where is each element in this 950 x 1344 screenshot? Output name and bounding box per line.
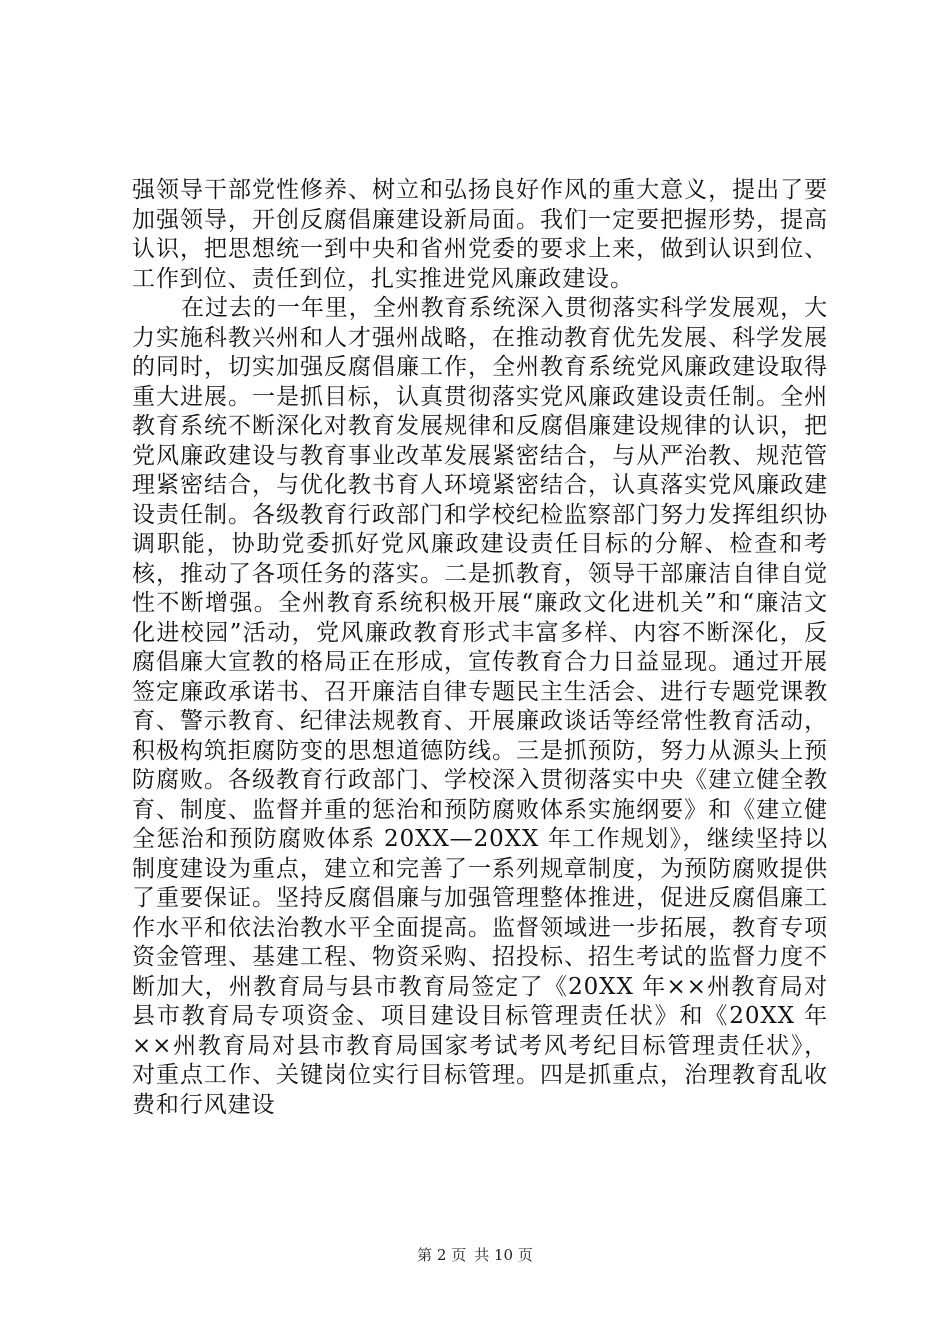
paragraph-main: 在过去的一年里，全州教育系统深入贯彻落实科学发展观，大力实施科教兴州和人才强州战略，在推动教育优先发展、科学发展的同时，切实加强反腐倡廉工作，全州教育系统党风廉政建设取得重大进展。一是抓目标，认真贯彻落实党风廉政建设责任制。全州教育系统不断深化对教育发展规律和反腐倡廉建设规律的认识，把党风廉政建设与教育事业改革发展紧密结合，与从严治教、规范管理紧密结合，与优化教书育人环境紧密结合，认真落实党风廉政建设责任制。各级教育行政部门和学校纪检监察部门努力发挥组织协调职能，协助党委抓好党风廉政建设责任目标的分解、检查和考核，推动了各项任务的落实。二是抓教育，领导干部廉洁自律自觉性不断增强。全州教育系统积极开展“廉政文化进机关”和“廉洁文化进校园”活动，党风廉政教育形式丰富多样、内容不断深化，反腐倡廉大宣教的格局正在形成，宣传教育合力日益显现。通过开展签定廉政承诺书、召开廉洁自律专题民主生活会、进行专题党课教育、警示教育、纪律法规教育、开展廉政谈话等经常性教育活动，积极构筑拒腐防变的思想道德防线。三是抓预防，努力从源头上预防腐败。各级教育行政部门、学校深入贯彻落实中央《建立健全教育、制度、监督并重的惩治和预防腐败体系实施纲要》和《建立健全惩治和预防腐败体系 20XX—20XX 年工作规划》，继续坚持以制度建设为重点，建立和完善了一系列规章制度，为预防腐败提供了重要保证。坚持反腐倡廉与加强管理整体推进，促进反腐倡廉工作水平和依法治教水平全面提高。监督领域进一步拓展，教育专项资金管理、基建工程、物资采购、招投标、招生考试的监督力度不断加大，州教育局与县市教育局签定了《20XX 年××州教育局对县市教育局专项资金、项目建设目标管理责任状》和《20XX 年××州教育局对县市教育局国家考试考风考纪目标管理责任状》，对重点工作、关键岗位实行目标管理。四是抓重点，治理教育乱收费和行风建设 xyxy=(132,295,828,1118)
paragraph-continuation: 强领导干部党性修养、树立和弘扬良好作风的重大意义，提出了要加强领导，开创反腐倡廉建设新局面。我们一定要把握形势，提高认识，把思想统一到中央和省州党委的要求上来，做到认识到位、工作到位、责任到位，扎实推进党风廉政建设。 xyxy=(132,177,828,292)
document-body xyxy=(132,176,828,1120)
page-number: 第 2 页 xyxy=(417,1246,467,1264)
page-footer xyxy=(0,1244,950,1265)
page-total: 共 10 页 xyxy=(474,1246,533,1264)
